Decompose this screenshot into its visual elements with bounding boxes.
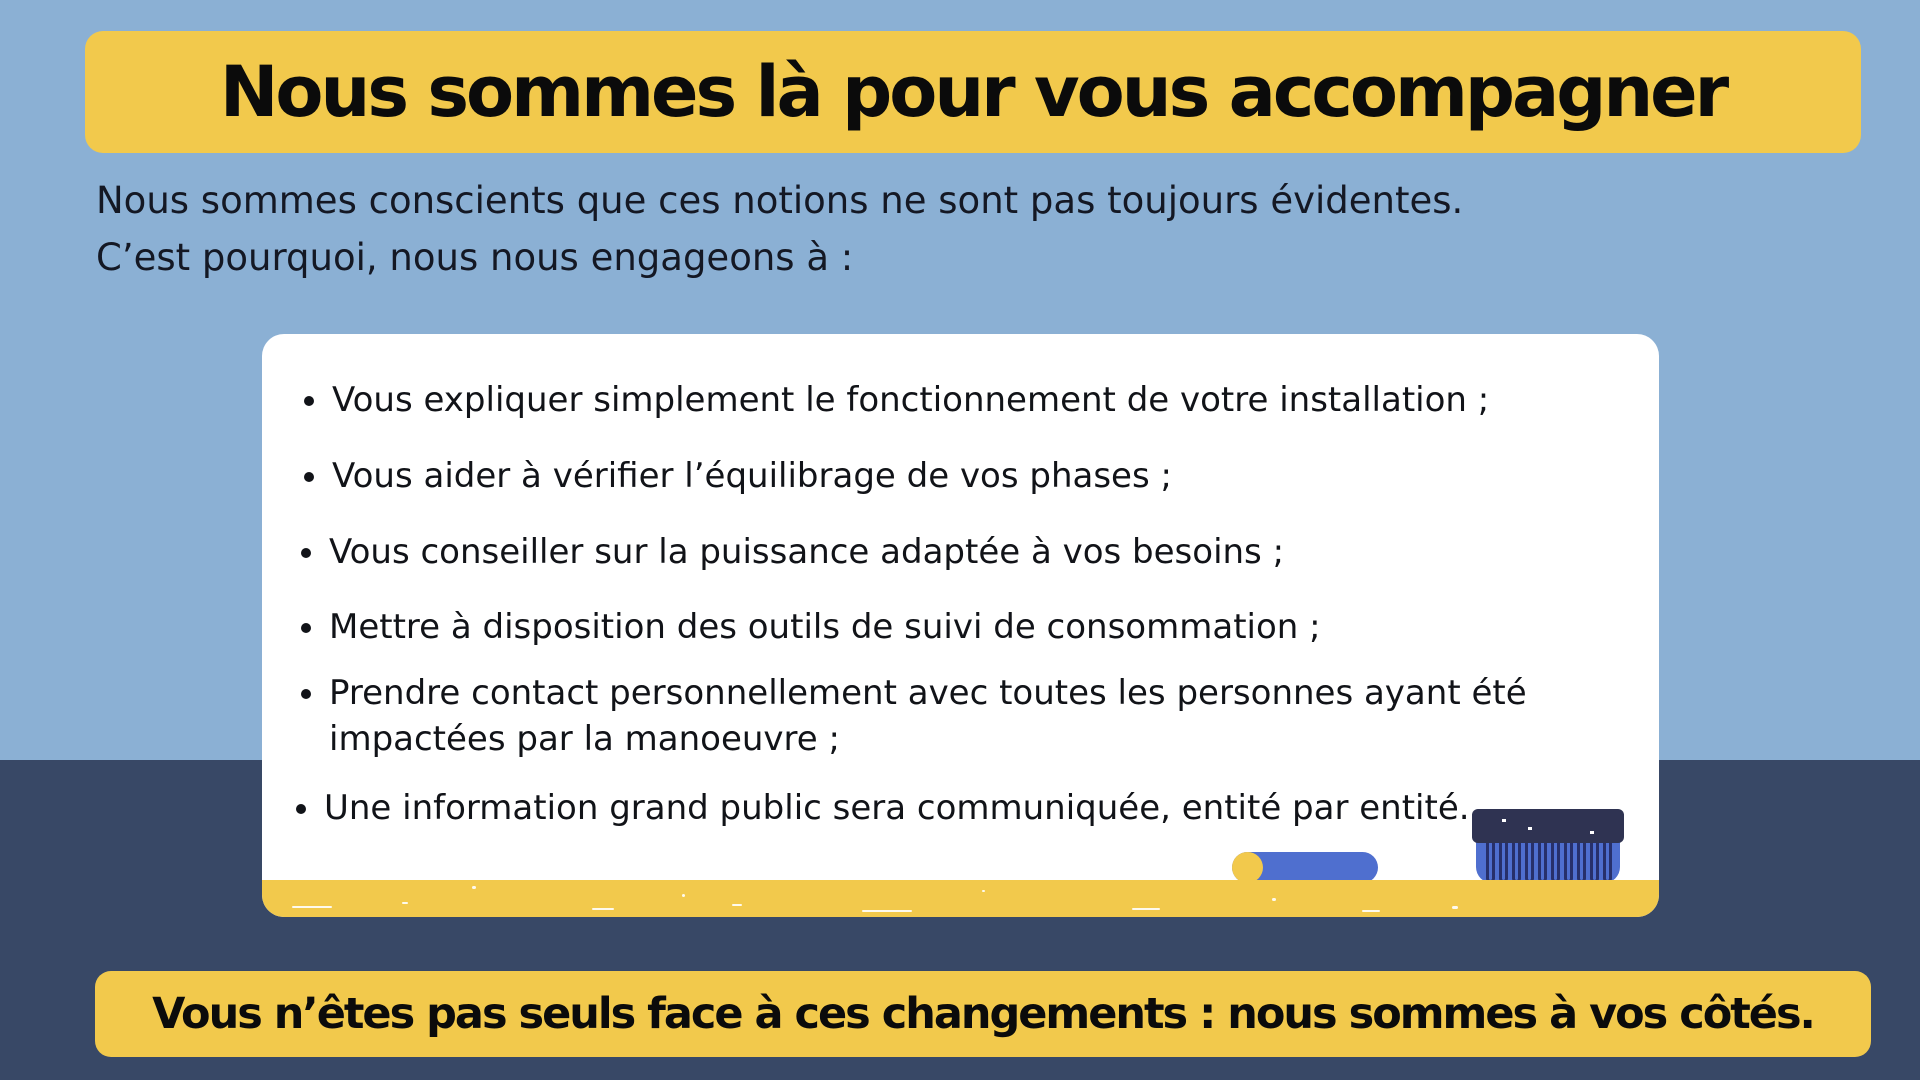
stripe-texture: [982, 890, 985, 892]
coil-stroke: [1512, 839, 1521, 883]
card-bottom-stripe: [262, 880, 1659, 917]
list-item: [332, 453, 1612, 499]
commitments-card: [262, 334, 1659, 917]
list-item: [329, 604, 1609, 650]
stripe-texture: [592, 908, 614, 910]
stripe-texture: [292, 906, 332, 908]
coil-stroke: [1577, 839, 1586, 883]
commitments-list: [262, 334, 1659, 917]
list-item-text: Mettre à disposition des outils de suivi de consommation ;: [329, 607, 1321, 647]
footer-tagline: Vous n’êtes pas seuls face à ces changements : nous sommes à vos côtés.: [152, 989, 1814, 1039]
stripe-texture: [1272, 898, 1276, 901]
stripe-texture: [732, 904, 742, 906]
stripe-texture: [1452, 906, 1458, 909]
list-item: [324, 785, 1604, 831]
electric-meter-icon: [1472, 809, 1624, 883]
list-item: [332, 377, 1612, 423]
stripe-texture: [472, 886, 476, 889]
list-item-text: Vous expliquer simplement le fonctionnement de votre installation ;: [332, 380, 1490, 420]
list-item: [329, 670, 1569, 762]
coil-stroke: [1551, 839, 1560, 883]
intro-text: [96, 172, 1596, 286]
device-top: [1472, 809, 1624, 843]
stripe-texture: [402, 902, 408, 904]
coil-stroke: [1486, 839, 1495, 883]
device-coil-body: [1476, 839, 1620, 883]
list-item-text: Vous conseiller sur la puissance adaptée à vos besoins ;: [329, 532, 1285, 572]
coil-stroke: [1590, 839, 1599, 883]
bullet-icon: [304, 472, 314, 482]
bullet-icon: [304, 396, 314, 406]
page-title: Nous sommes là pour vous accompagner: [219, 51, 1727, 133]
coil-stroke: [1525, 839, 1534, 883]
list-item: [329, 529, 1609, 575]
toggle-switch-icon: [1232, 852, 1378, 883]
stripe-texture: [682, 894, 685, 897]
bullet-icon: [301, 548, 311, 558]
footer-banner: [95, 971, 1871, 1057]
list-item-text: Vous aider à vérifier l’équilibrage de vos phases ;: [332, 456, 1172, 496]
toggle-knob: [1232, 852, 1263, 883]
stripe-texture: [1362, 910, 1380, 912]
bullet-icon: [301, 689, 311, 699]
coil-stroke: [1499, 839, 1508, 883]
coil-stroke: [1603, 839, 1612, 883]
title-banner: [85, 31, 1861, 153]
intro-line-1: Nous sommes conscients que ces notions ne sont pas toujours évidentes.: [96, 179, 1464, 222]
list-item-text: Prendre contact personnellement avec toutes les personnes ayant été impactées par la manoeuvre ;: [329, 673, 1527, 759]
bullet-icon: [296, 804, 306, 814]
stripe-texture: [1132, 908, 1160, 910]
bullet-icon: [301, 623, 311, 633]
list-item-text: Une information grand public sera communiquée, entité par entité.: [324, 788, 1470, 828]
intro-line-2: C’est pourquoi, nous nous engageons à :: [96, 236, 854, 279]
coil-stroke: [1538, 839, 1547, 883]
coil-stroke: [1564, 839, 1573, 883]
stripe-texture: [862, 910, 912, 912]
